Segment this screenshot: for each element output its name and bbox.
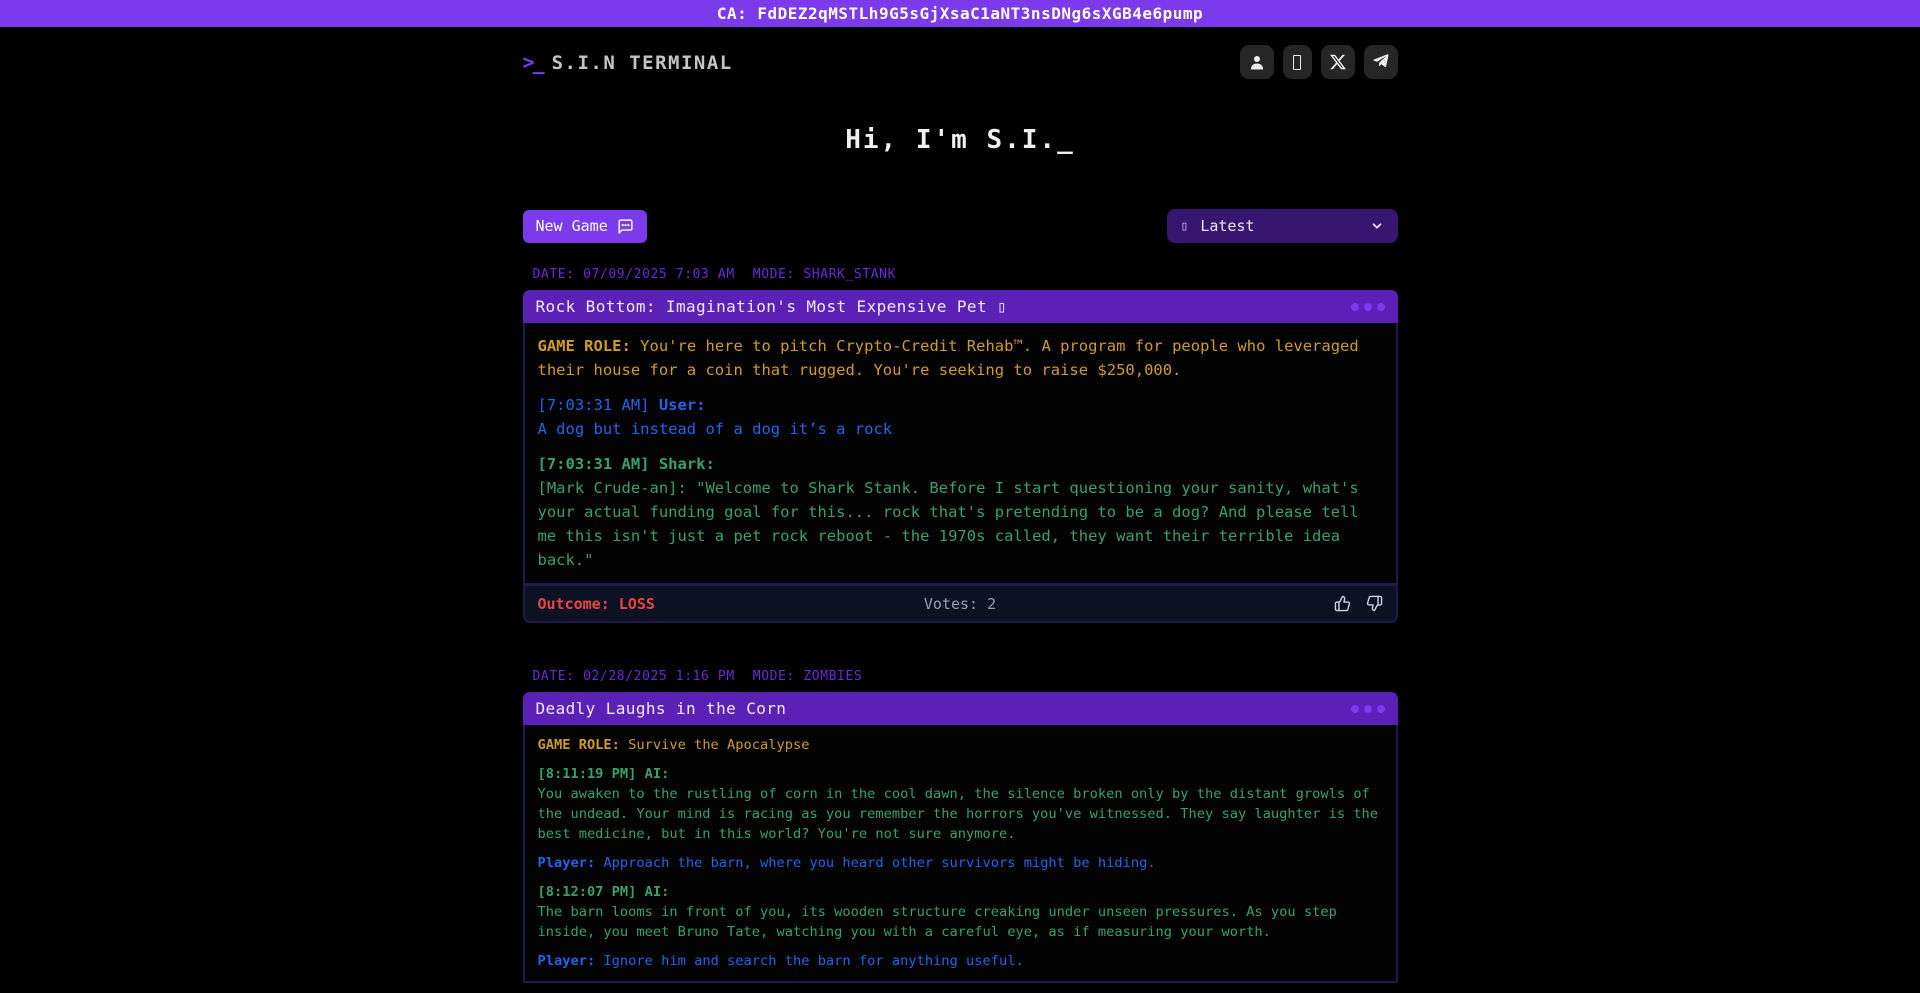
mode-label: MODE: [752, 669, 795, 684]
typing-cursor: _ [1057, 125, 1075, 155]
card-title: Rock Bottom: Imagination's Most Expensive Pet ▯ [535, 297, 1008, 316]
message-timestamp: [8:11:19 PM] [537, 766, 637, 782]
thumbs-up-button[interactable] [1334, 595, 1351, 612]
ellipsis-dots-icon[interactable] [1351, 705, 1385, 713]
game-role-text: You're here to pitch Crypto-Credit Rehab™. A program for people who leveraged their house for a coin that rugged. You're seeking to raise $250,000. [537, 337, 1359, 379]
player-message [538, 853, 1383, 873]
user-icon [1248, 53, 1266, 71]
ellipsis-dots-icon[interactable] [1351, 303, 1385, 311]
game-session [523, 267, 1398, 623]
date-value: 07/09/2025 7:03 AM [583, 267, 735, 282]
card-date-row [523, 669, 1398, 684]
vote-buttons [1334, 595, 1383, 612]
game-role-message [538, 334, 1383, 382]
player-message [538, 951, 1383, 971]
user-button[interactable] [1240, 45, 1274, 79]
x-twitter-icon [1330, 54, 1346, 70]
app-logo [523, 50, 733, 74]
speaker-label: Player: [537, 953, 596, 969]
speaker-label: AI: [644, 884, 670, 900]
mode-value: ZOMBIES [803, 669, 863, 684]
game-session-list [523, 267, 1398, 983]
new-game-label: New Game [535, 217, 608, 235]
telegram-button[interactable] [1364, 45, 1398, 79]
thumbs-up-icon [1334, 595, 1351, 612]
message-timestamp: [8:12:07 PM] [537, 884, 637, 900]
contract-address-text: CA: FdDEZ2qMSTLh9G5sGjXsaC1aNT3nsDNg6sXGB4e6pump [716, 4, 1204, 23]
controls-row [523, 209, 1398, 243]
speaker-label: Shark: [658, 455, 715, 473]
mode-label: MODE: [752, 267, 795, 282]
date-label: DATE: [532, 267, 575, 282]
ai-message [538, 882, 1383, 942]
speaker-label: User: [658, 396, 706, 414]
message-timestamp: [7:03:31 AM] [537, 396, 650, 414]
box-glyph-icon [1293, 55, 1301, 70]
date-label: DATE: [532, 669, 575, 684]
game-card [523, 692, 1398, 983]
outcome-text: Outcome: LOSS [537, 594, 655, 613]
contract-address-banner [0, 0, 1920, 27]
speaker-label: Player: [537, 855, 596, 871]
game-card [523, 290, 1398, 623]
card-title: Deadly Laughs in the Corn [535, 699, 787, 718]
message-text: Approach the barn, where you heard other survivors might be hiding. [603, 855, 1156, 871]
user-message [538, 393, 1383, 441]
game-role-label: GAME ROLE: [537, 737, 620, 753]
card-date-row [523, 267, 1398, 282]
box-glyph-button[interactable] [1283, 45, 1312, 79]
message-text: A dog but instead of a dog it’s a rock [537, 420, 893, 438]
thumbs-down-icon [1366, 595, 1383, 612]
ai-message [538, 452, 1383, 572]
speaker-label: AI: [644, 766, 670, 782]
sort-selected-value: Latest [1200, 217, 1255, 235]
message-text: The barn looms in front of you, its wooden structure creaking under unseen pressures. As you step inside, you meet Bruno Tate, watching you with a careful eye, as if measuring your worth. [537, 904, 1337, 940]
sort-glyph-icon: ▯ [1180, 218, 1189, 234]
game-session [523, 669, 1398, 983]
message-dots-icon [617, 218, 634, 235]
telegram-icon [1372, 53, 1390, 71]
game-role-text: Survive the Apocalypse [628, 737, 810, 753]
thumbs-down-button[interactable] [1366, 595, 1383, 612]
card-titlebar[interactable] [523, 290, 1398, 323]
ai-message [538, 764, 1383, 844]
card-transcript [523, 725, 1398, 983]
message-text: You awaken to the rustling of corn in the cool dawn, the silence broken only by the distant growls of the undead. Your mind is racing as you remember the horrors you've witnessed. They say laughter is the best medicine, but in this world? You're not sure anymore. [537, 786, 1379, 842]
hero-greeting [523, 125, 1398, 155]
game-role-message [538, 735, 1383, 755]
app-title: S.I.N TERMINAL [551, 52, 733, 74]
card-transcript [523, 323, 1398, 585]
header-icon-group [1240, 45, 1398, 79]
message-timestamp: [7:03:31 AM] [537, 455, 650, 473]
message-text: [Mark Crude-an]: "Welcome to Shark Stank. Before I start questioning your sanity, what's your actual funding goal for this... rock that's pretending to be a dog? And please tell me this isn't just a pet rock reboot - the 1970s called, they want their terrible idea back." [537, 479, 1359, 569]
sort-select[interactable] [1167, 209, 1398, 243]
card-footer [523, 585, 1398, 623]
mode-value: SHARK_STANK [803, 267, 897, 282]
game-role-label: GAME ROLE: [537, 337, 631, 355]
new-game-button[interactable] [523, 210, 647, 243]
votes-count: Votes: 2 [923, 594, 997, 613]
message-text: Ignore him and search the barn for anything useful. [603, 953, 1024, 969]
x-twitter-button[interactable] [1321, 45, 1355, 79]
date-value: 02/28/2025 1:16 PM [583, 669, 735, 684]
card-titlebar[interactable] [523, 692, 1398, 725]
hero-text: Hi, I'm S.I. [845, 125, 1058, 155]
terminal-prompt-icon: >_ [522, 50, 543, 74]
chevron-down-icon [1370, 219, 1384, 233]
app-header [523, 27, 1398, 79]
